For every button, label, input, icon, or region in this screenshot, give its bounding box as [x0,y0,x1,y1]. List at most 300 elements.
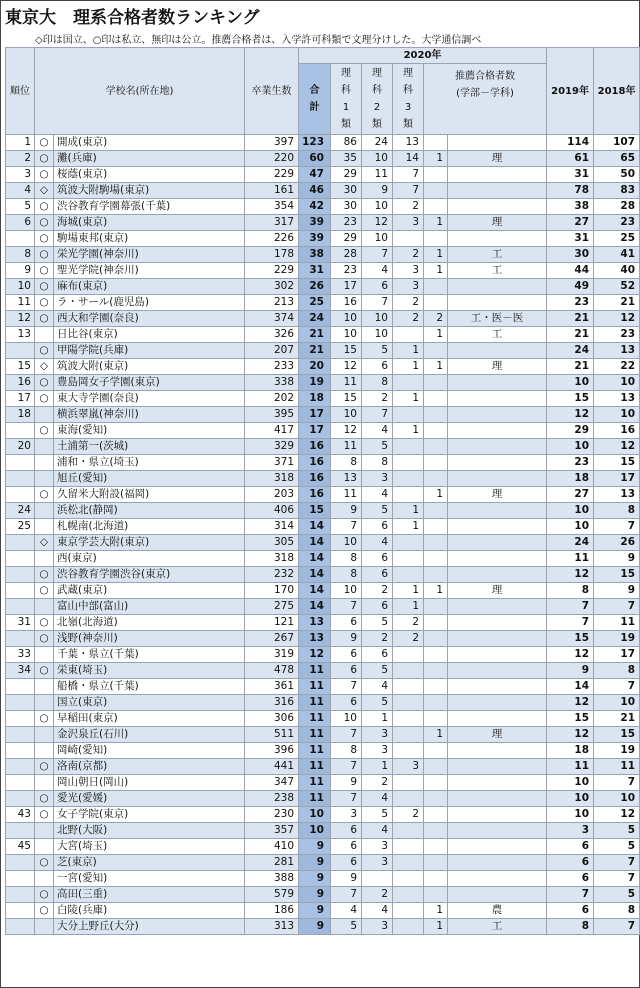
suisen-count [424,391,448,407]
type-mark: ○ [35,311,54,327]
rank-cell: 5 [6,199,35,215]
count-2018: 7 [594,519,640,535]
count-2019: 11 [547,551,594,567]
table-row [6,519,640,535]
suisen-dept [448,183,547,199]
table-row [6,199,640,215]
type-mark [35,439,54,455]
school-name: 渋谷教育学園幕張(千葉) [54,199,245,215]
total-count: 11 [299,711,331,727]
table-row [6,535,640,551]
suisen-count [424,823,448,839]
count-2019: 6 [547,903,594,919]
suisen-count: 1 [424,583,448,599]
table-row [6,151,640,167]
suisen-dept [448,663,547,679]
count-2018: 21 [594,711,640,727]
suisen-count: 1 [424,247,448,263]
type-mark: ○ [35,199,54,215]
col-rika3: 理 科 3 類 [393,64,424,135]
rika3-count [393,823,424,839]
suisen-dept: 工 [448,327,547,343]
graduates-count: 357 [245,823,299,839]
rika3-count [393,535,424,551]
count-2018: 13 [594,391,640,407]
graduates-count: 238 [245,791,299,807]
count-2018: 7 [594,775,640,791]
school-name: 桜蔭(東京) [54,167,245,183]
count-2018: 11 [594,615,640,631]
total-count: 9 [299,919,331,935]
suisen-count: 1 [424,919,448,935]
rika1-count: 10 [331,407,362,423]
rank-cell [6,727,35,743]
col-2019: 2019年 [547,48,594,135]
rika3-count: 1 [393,343,424,359]
suisen-dept [448,167,547,183]
graduates-count: 202 [245,391,299,407]
rank-cell: 8 [6,247,35,263]
total-count: 26 [299,279,331,295]
rika1-count: 23 [331,215,362,231]
graduates-count: 397 [245,135,299,151]
graduates-count: 305 [245,535,299,551]
rika1-count: 9 [331,503,362,519]
school-name: 高田(三重) [54,887,245,903]
rika1-count: 9 [331,871,362,887]
suisen-dept [448,631,547,647]
rika3-count: 14 [393,151,424,167]
col-rika2: 理 科 2 類 [362,64,393,135]
rika3-count: 1 [393,423,424,439]
graduates-count: 354 [245,199,299,215]
school-name: 久留米大附設(福岡) [54,487,245,503]
rika2-count: 1 [362,711,393,727]
graduates-count: 207 [245,343,299,359]
rank-cell: 2 [6,151,35,167]
type-mark: ○ [35,423,54,439]
table-row [6,615,640,631]
rika3-count [393,871,424,887]
type-mark: ◇ [35,183,54,199]
rank-cell [6,487,35,503]
suisen-count: 1 [424,215,448,231]
rika1-count: 10 [331,711,362,727]
suisen-count: 1 [424,263,448,279]
type-mark [35,727,54,743]
type-mark: ○ [35,151,54,167]
school-name: 栄東(埼玉) [54,663,245,679]
rika2-count: 4 [362,423,393,439]
count-2018: 9 [594,583,640,599]
suisen-count [424,231,448,247]
school-name: 渋谷教育学園渋谷(東京) [54,567,245,583]
rika1-count: 7 [331,759,362,775]
rank-cell: 31 [6,615,35,631]
school-name: 麻布(東京) [54,279,245,295]
rika2-count: 5 [362,695,393,711]
rank-cell: 45 [6,839,35,855]
rika1-count: 7 [331,519,362,535]
rika3-count: 3 [393,759,424,775]
rika3-count [393,839,424,855]
type-mark: ○ [35,567,54,583]
total-count: 9 [299,887,331,903]
rika1-count: 6 [331,647,362,663]
type-mark: ○ [35,711,54,727]
rika1-count: 7 [331,599,362,615]
count-2019: 44 [547,263,594,279]
graduates-count: 396 [245,743,299,759]
suisen-dept [448,279,547,295]
rika3-count [393,439,424,455]
type-mark [35,455,54,471]
type-mark [35,519,54,535]
type-mark: ○ [35,215,54,231]
school-name: 開成(東京) [54,135,245,151]
total-count: 11 [299,759,331,775]
rank-cell: 25 [6,519,35,535]
table-row [6,743,640,759]
count-2018: 83 [594,183,640,199]
type-mark [35,823,54,839]
rika1-count: 8 [331,743,362,759]
count-2019: 24 [547,535,594,551]
total-count: 24 [299,311,331,327]
school-name: 横浜翠嵐(神奈川) [54,407,245,423]
rika1-count: 12 [331,359,362,375]
suisen-count: 1 [424,487,448,503]
school-name: 土浦第一(茨城) [54,439,245,455]
suisen-count [424,855,448,871]
rika3-count: 1 [393,391,424,407]
rika2-count: 12 [362,215,393,231]
table-row [6,375,640,391]
type-mark [35,407,54,423]
rank-cell [6,551,35,567]
type-mark: ○ [35,807,54,823]
count-2018: 23 [594,327,640,343]
rika3-count [393,903,424,919]
rank-cell: 34 [6,663,35,679]
rika2-count: 3 [362,471,393,487]
suisen-dept [448,503,547,519]
rika3-count: 1 [393,503,424,519]
rika3-count [393,919,424,935]
rika3-count [393,743,424,759]
total-count: 38 [299,247,331,263]
rika1-count: 17 [331,279,362,295]
graduates-count: 226 [245,231,299,247]
rank-cell [6,855,35,871]
rika3-count [393,727,424,743]
graduates-count: 395 [245,407,299,423]
total-count: 9 [299,839,331,855]
table-row [6,135,640,151]
legend-note: ◇印は国立、○印は私立、無印は公立。推薦合格者は、入学許可科類で文理分けした。大学通信調べ [35,35,482,46]
rank-cell: 33 [6,647,35,663]
table-row [6,551,640,567]
graduates-count: 313 [245,919,299,935]
rank-cell: 13 [6,327,35,343]
suisen-dept: 理 [448,583,547,599]
rika2-count: 5 [362,343,393,359]
rika2-count: 4 [362,535,393,551]
suisen-dept [448,439,547,455]
rika2-count: 1 [362,759,393,775]
rank-cell [6,775,35,791]
rika1-count: 8 [331,551,362,567]
rank-cell [6,711,35,727]
rika3-count [393,231,424,247]
table-row [6,471,640,487]
suisen-dept [448,695,547,711]
type-mark [35,599,54,615]
type-mark: ○ [35,167,54,183]
graduates-count: 203 [245,487,299,503]
graduates-count: 371 [245,455,299,471]
table-row [6,407,640,423]
rika1-count: 30 [331,199,362,215]
total-count: 46 [299,183,331,199]
rika3-count: 1 [393,599,424,615]
count-2019: 27 [547,215,594,231]
school-name: 船橋・県立(千葉) [54,679,245,695]
suisen-count [424,471,448,487]
count-2019: 6 [547,871,594,887]
type-mark: ○ [35,903,54,919]
count-2018: 23 [594,215,640,231]
count-2018: 40 [594,263,640,279]
total-count: 9 [299,855,331,871]
graduates-count: 326 [245,327,299,343]
rika1-count: 15 [331,391,362,407]
rika3-count: 2 [393,807,424,823]
graduates-count: 170 [245,583,299,599]
suisen-count [424,519,448,535]
rika1-count: 7 [331,679,362,695]
rika2-count [362,871,393,887]
count-2019: 3 [547,823,594,839]
table-row [6,759,640,775]
type-mark: ○ [35,855,54,871]
rika2-count: 8 [362,455,393,471]
graduates-count: 329 [245,439,299,455]
total-count: 16 [299,471,331,487]
rika2-count: 6 [362,359,393,375]
count-2018: 15 [594,727,640,743]
graduates-count: 318 [245,551,299,567]
rika2-count: 4 [362,263,393,279]
suisen-count [424,455,448,471]
rank-cell [6,791,35,807]
count-2019: 11 [547,759,594,775]
rika3-count [393,695,424,711]
total-count: 39 [299,231,331,247]
rika1-count: 6 [331,695,362,711]
rika1-count: 29 [331,231,362,247]
rika1-count: 29 [331,167,362,183]
rika3-count [393,455,424,471]
graduates-count: 161 [245,183,299,199]
rika1-count: 10 [331,535,362,551]
rank-cell: 3 [6,167,35,183]
rika2-count: 10 [362,327,393,343]
type-mark: ○ [35,487,54,503]
table-row [6,487,640,503]
count-2019: 114 [547,135,594,151]
table-row [6,855,640,871]
rika1-count: 11 [331,375,362,391]
rika1-count: 6 [331,615,362,631]
suisen-dept [448,391,547,407]
count-2019: 7 [547,887,594,903]
rank-cell [6,887,35,903]
type-mark: ○ [35,631,54,647]
rika3-count: 3 [393,279,424,295]
table-row [6,359,640,375]
col-2018: 2018年 [594,48,640,135]
count-2019: 21 [547,327,594,343]
suisen-dept [448,823,547,839]
count-2019: 7 [547,615,594,631]
rank-cell [6,471,35,487]
count-2018: 7 [594,871,640,887]
rika1-count: 7 [331,791,362,807]
rika2-count: 8 [362,375,393,391]
suisen-dept: 理 [448,215,547,231]
rika1-count: 13 [331,471,362,487]
rika2-count: 3 [362,919,393,935]
rank-cell: 43 [6,807,35,823]
rika3-count: 7 [393,167,424,183]
count-2019: 10 [547,375,594,391]
total-count: 9 [299,871,331,887]
suisen-dept [448,519,547,535]
table-row [6,231,640,247]
count-2018: 11 [594,759,640,775]
school-name: 甲陽学院(兵庫) [54,343,245,359]
suisen-count [424,343,448,359]
count-2019: 23 [547,455,594,471]
rika3-count: 3 [393,215,424,231]
suisen-count [424,599,448,615]
count-2018: 9 [594,551,640,567]
count-2018: 16 [594,423,640,439]
rika2-count: 2 [362,775,393,791]
suisen-count: 1 [424,903,448,919]
type-mark: ○ [35,759,54,775]
rika2-count: 3 [362,727,393,743]
school-name: 富山中部(富山) [54,599,245,615]
rank-cell [6,567,35,583]
rika1-count: 10 [331,583,362,599]
suisen-count [424,887,448,903]
table-row [6,327,640,343]
table-row [6,887,640,903]
count-2018: 10 [594,407,640,423]
school-name: 筑波大附駒場(東京) [54,183,245,199]
count-2019: 8 [547,919,594,935]
suisen-count [424,551,448,567]
type-mark: ◇ [35,359,54,375]
total-count: 14 [299,583,331,599]
school-name: 白陵(兵庫) [54,903,245,919]
count-2019: 12 [547,567,594,583]
graduates-count: 478 [245,663,299,679]
count-2018: 19 [594,743,640,759]
suisen-dept [448,551,547,567]
graduates-count: 406 [245,503,299,519]
rika3-count: 2 [393,199,424,215]
suisen-dept [448,615,547,631]
suisen-dept [448,567,547,583]
school-name: 洛南(京都) [54,759,245,775]
count-2019: 12 [547,407,594,423]
graduates-count: 347 [245,775,299,791]
suisen-dept [448,455,547,471]
suisen-dept [448,871,547,887]
count-2019: 8 [547,583,594,599]
school-name: 芝(東京) [54,855,245,871]
suisen-count [424,663,448,679]
school-name: 千葉・県立(千葉) [54,647,245,663]
rank-cell [6,599,35,615]
type-mark [35,919,54,935]
rika3-count [393,855,424,871]
count-2019: 9 [547,663,594,679]
total-count: 14 [299,551,331,567]
count-2019: 7 [547,599,594,615]
col-year2020: 2020年 [299,48,547,64]
total-count: 11 [299,695,331,711]
total-count: 25 [299,295,331,311]
table-row [6,183,640,199]
total-count: 16 [299,439,331,455]
rank-cell: 18 [6,407,35,423]
graduates-count: 229 [245,263,299,279]
suisen-count [424,439,448,455]
table-row [6,503,640,519]
total-count: 31 [299,263,331,279]
count-2018: 7 [594,919,640,935]
suisen-count [424,775,448,791]
suisen-dept: 工 [448,919,547,935]
rika1-count: 15 [331,343,362,359]
suisen-count [424,871,448,887]
count-2019: 49 [547,279,594,295]
table-row [6,695,640,711]
col-rika1: 理 科 1 類 [331,64,362,135]
school-name: 栄光学園(神奈川) [54,247,245,263]
suisen-count [424,695,448,711]
table-row [6,279,640,295]
type-mark [35,551,54,567]
rika3-count [393,887,424,903]
graduates-count: 338 [245,375,299,391]
table-row [6,631,640,647]
table-row [6,167,640,183]
rank-cell: 15 [6,359,35,375]
rank-cell [6,743,35,759]
suisen-count [424,407,448,423]
table-row [6,839,640,855]
suisen-count [424,135,448,151]
suisen-dept [448,199,547,215]
rank-cell: 16 [6,375,35,391]
count-2019: 18 [547,471,594,487]
rika1-count: 16 [331,295,362,311]
